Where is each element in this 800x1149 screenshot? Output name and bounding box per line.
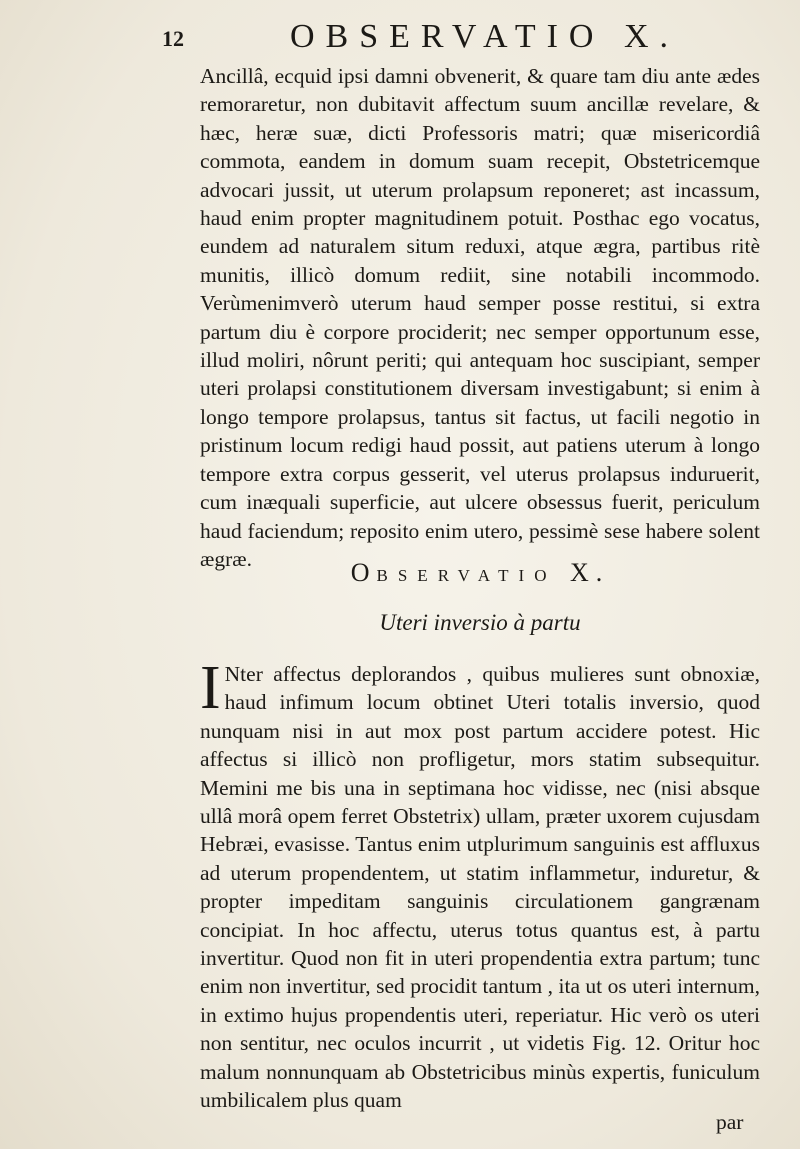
observation-heading-initial: O bbox=[350, 558, 377, 587]
catchword: par bbox=[716, 1110, 744, 1134]
observation-heading-word: BSERVATIO bbox=[376, 566, 557, 585]
observation-heading-number: X. bbox=[569, 558, 610, 587]
page-number: 12 bbox=[162, 26, 184, 51]
running-title: OBSERVATIO X. bbox=[290, 18, 680, 55]
observation-heading bbox=[200, 558, 760, 588]
paragraph-body: Nter affectus deplorandos , quibus mulieres sunt obnoxiæ, haud infimum locum obtinet Uteri totalis inversio, quod nunquam nisi in aut mox post partum accidere potest. Hic affectus si illicò non profligetur, mors statim subsequitur. Memini me bis una in septimana hoc vidisse, nec (nisi absque ullâ morâ opem ferret Obstetrix) ullam, præter uxorem cujusdam Hebræi, evasisse. Tantus enim utplurimum sanguinis est affluxus ad uterum propendentem, ut statim inflammetur, induretur, & propter impeditam sanguinis circulationem gangrænam concipiat. In hoc affectu, uterus totus quantus est, à partu invertitur. Quod non fit in uteri propendentia extra partum; tunc enim non invertitur, sed procidit tantum , ita ut os uteri internum, in extimo hujus propendentis uteri, reperiatur. Hic verò os uteri non sentitur, nec oculos incurrit , ut videtis Fig. 12. Oritur hoc malum nonnunquam ab Obstetricibus minùs expertis, funiculum umbilicalem plus quam bbox=[200, 662, 760, 1113]
paragraph-observation-text bbox=[200, 654, 760, 1115]
paragraph-previous-observation: Ancillâ, ecquid ipsi damni obvenerit, & quare tam diu ante ædes remoraretur, non dubitavit affectum suum ancillæ revelare, & hæc, heræ suæ, dicti Professoris matri; quæ misericordiâ commota, eandem in domum suam recepit, Obstetricemque advocari jussit, ut uterum prolapsum reponeret; ast incassum, haud enim propter magnitudinem potuit. Posthac ego vocatus, eundem ad naturalem situm reduxi, atque ægra, partibus ritè munitis, illicò domum rediit, sine notabili incommodo. Verùmenimverò uterum haud semper posse restitui, si extra partum diu è corpore prociderit; nec semper opportunum esse, illud moliri, nôrunt periti; qui antequam hoc suscipiant, semper uteri prolapsi constitutionem diversam investigabunt; si enim à longo tempore prolapsus, tantus sit factus, ut facili negotio in pristinum locum redigi haud possit, aut patiens uterum à longo tempore extra corpus gesserit, vel uterus prolapsus induruerit, cum inæquali superficie, aut ulcere obsessus fuerit, periculum haud faciendum; reposito enim utero, pessimè sese habere solent ægræ. bbox=[200, 64, 760, 571]
observation-subtitle: Uteri inversio à partu bbox=[379, 610, 581, 635]
drop-cap-initial: I bbox=[200, 654, 221, 722]
running-head bbox=[162, 18, 762, 58]
